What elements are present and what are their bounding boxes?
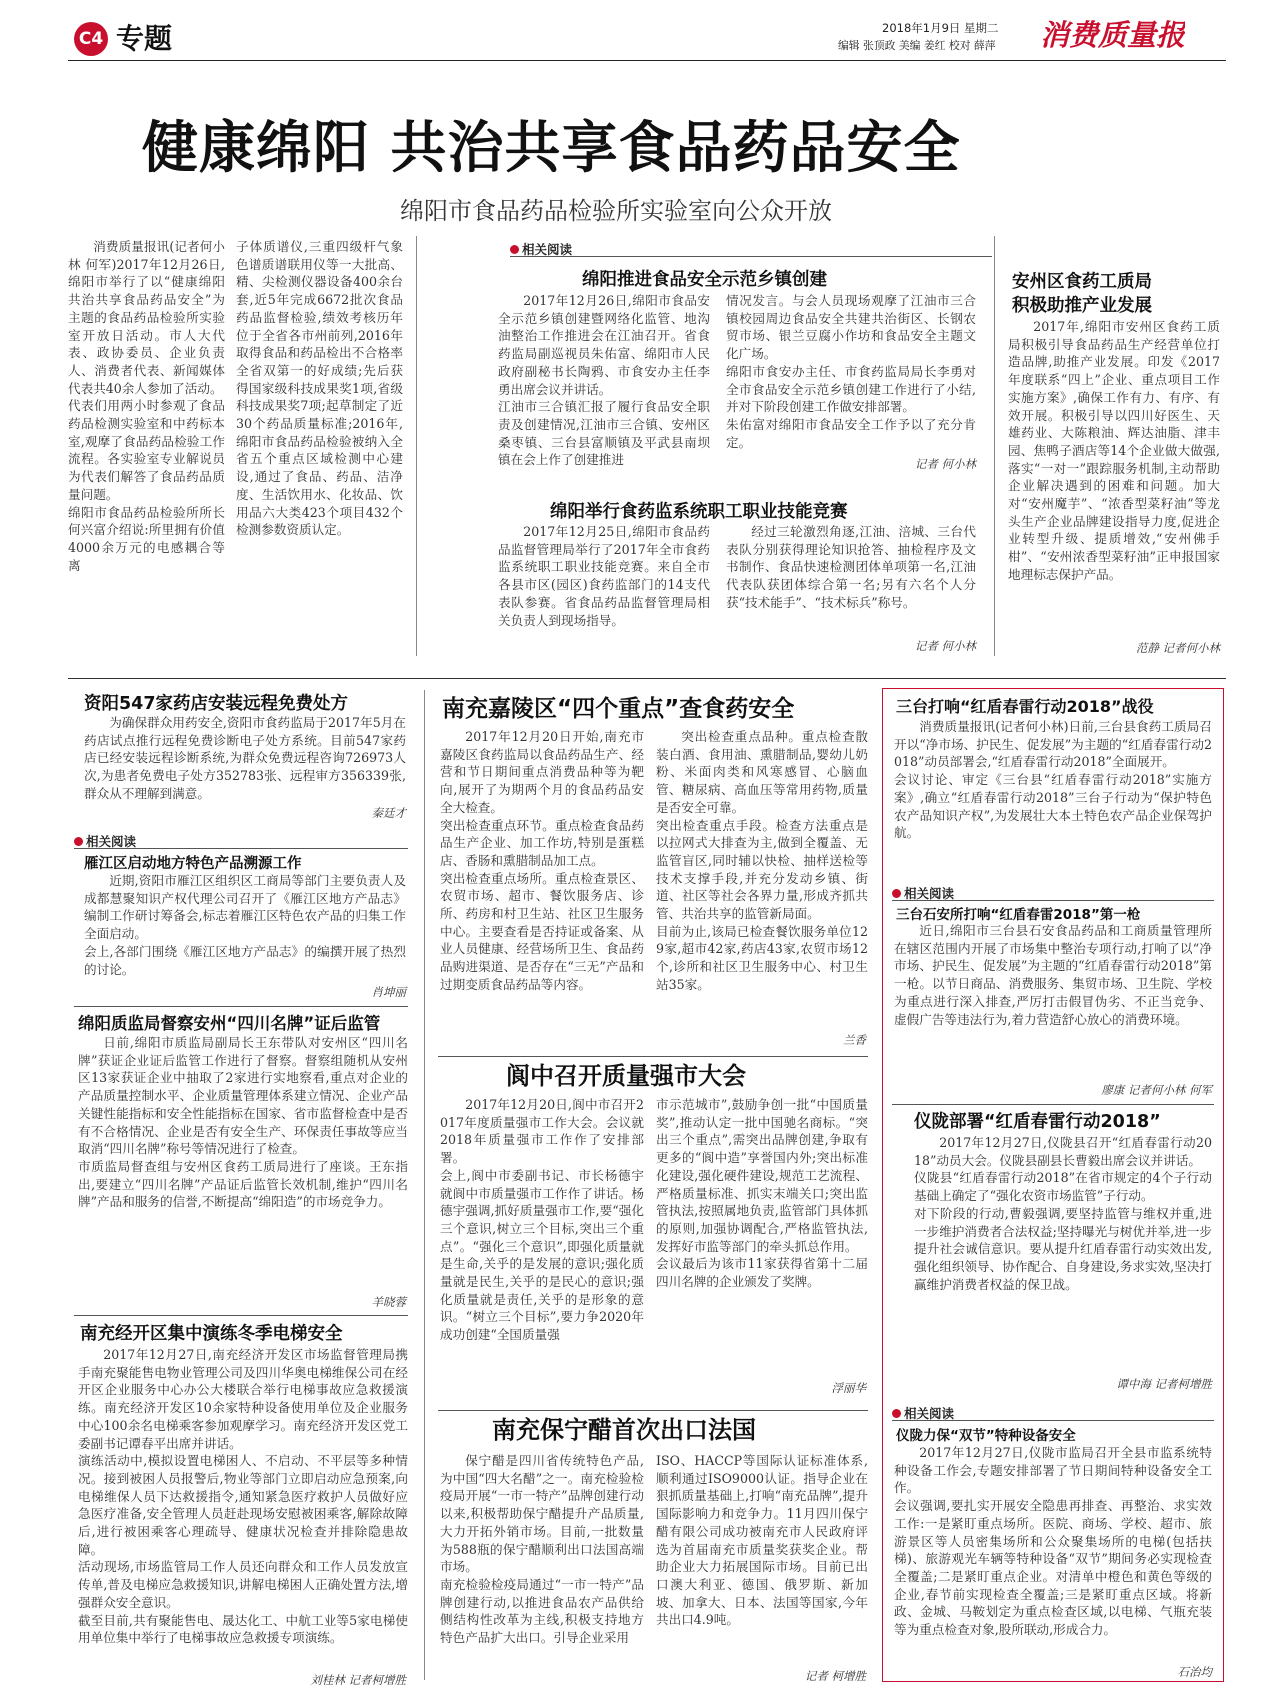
editor-line: 编辑 张顶政 美编 姜红 校对 薛萍 [838,39,996,52]
langzhong-col2: 市示范城市”,鼓励争创一批“中国质量奖”,推动认定一批中国驰名商标。“突出三个重点”,需突出品牌创建,争取有更多的“阆中造”享誉国内外;突出标准化建设,强化硬件建设,规范工艺流程、严格质量标准、抓实末端关口;突出监管执法,按照属地负责,监管部门具体抓的原则,加强协调配合,严格监管执法,发挥好市监等部门的牵头抓总作用。 会议最后为该市11家获得省第十二届四川名牌的企业颁发了奖牌。 [656,1097,868,1290]
article-rule [438,1410,868,1411]
jialing-col1: 2017年12月20日开始,南充市嘉陵区食药监局以食品药品生产、经营和节日期间重点消费品种等为靶向,展开了为期两个月的食品药品安全大检查。 突出检查重点环节。重点检查食品药品生产企业、加工作坊,特别是蛋糕店、香肠和熏腊制品加工点。 突出检查重点场所。重点检查景区、农贸市场、超市、餐饮服务店、诊所、药房和村卫生站、社区卫生服务中心。主要查看是否持证或备案、从业人员健康、经营场所卫生、食品药品购进渠道、是否存在“三无”产品和过期变质食品药品等内容。 [440,729,644,992]
santai-title: 三台打响“红盾春雷行动2018”战役 [896,697,1154,716]
related-rule-top [510,256,992,257]
anzhou-text: 2017年,绵阳市安州区食药工质局积极引导食品药品生产经营单位打造品牌,助推产业发展。印发《2017年度联系“四上”企业、重点项目工作实施方案》,确保工作有力、有序、有效开展。积极引导以四川好医生、天雄药业、大陈粮油、辉达油脂、津丰园、焦鸭子酒店等14个企业做大做强,落实“一对一”跟踪服务机制,主动帮助企业解决遇到的困难和问题。加大对“安州魔芋”、“浓香型菜籽油”等龙头生产企业品牌建设指导力度,促进企业转型升级、提质增效,“安州佛手柑”、“安州浓香型菜籽油”正申报国家地理标志保护产品。 [1008,319,1220,582]
santai-related-byline: 廖康 记者何小林 何军 [1101,1083,1212,1097]
column-divider [994,236,995,656]
yanjiang-text: 近期,资阳市雁江区组织区工商局等部门主要负责人及成都慧聚知识产权代理公司召开了《雁江区地方产品志》编制工作研讨筹备会,标志着雁江区特色农产品的归集工作全面启动。 会上,各部门围绕《雁江区地方产品志》的编撰开展了热烈的讨论。 [84,873,406,977]
santai-related-title: 三台石安所打响“红盾春雷2018”第一枪 [896,907,1141,923]
dianti-title: 南充经开区集中演练冬季电梯安全 [80,1324,343,1344]
santai-text: 消费质量报讯(记者何小林)日前,三台县食药工质局召开以“净市场、护民生、促发展”为主题的“红盾春雷行动2018”动员部署会,“红盾春雷行动2018”全面展开。 会议讨论、审定《三台县“红盾春雷行动2018”实施方案》,确立“红盾春雷行动2018”三台子行动为“保护特色农产品知识产权”,为发展壮大本土特色农产品企业保驾护航。 [894,719,1212,841]
yanjiang-title: 雁江区启动地方特色产品溯源工作 [84,856,302,872]
ziyang-text: 为确保群众用药安全,资阳市食药监局于2017年5月在药店试点推行远程免费诊断电子处方系统。目前547家药店已经安装远程诊断系统,为群众免费远程咨询726973人次,为患者免费电子处方352783张、远程审方356339张,群众从不理解到满意。 [84,715,406,801]
yilong-title: 仪陇部署“红盾春雷行动2018” [914,1112,1161,1132]
related-rule [892,900,1214,901]
sichuan-byline: 羊晓蓉 [371,1295,406,1309]
main-subtitle: 绵阳市食品药品检验所实验室向公众开放 [400,197,832,225]
sichuan-title: 绵阳质监局督察安州“四川名牌”证后监管 [78,1014,381,1033]
yilong-byline: 谭中海 记者柯增胜 [1116,1377,1212,1391]
bullet-dot-icon [74,837,83,846]
anzhou-title-2: 积极助推产业发展 [1012,296,1152,316]
santai-related-text: 近日,绵阳市三台县石安食品药品和工商质量管理所在辖区范围内开展了市场集中整治专项行动,打响了以“净市场、护民生、促发展”为主题的“红盾春雷行动2018”第一枪。以节日商品、消费服务、集贸市场、卫生院、学校为重点进行深入排查,严厉打击假冒伪劣、不正当竞争、虚假广告等违法行为,着力营造舒心放心的消费环境。 [894,923,1212,1027]
bullet-dot-icon [892,1409,901,1418]
jialing-title: 南充嘉陵区“四个重点”查食药安全 [442,696,795,722]
baoning-title: 南充保宁醋首次出口法国 [492,1416,756,1444]
shifan-title: 绵阳推进食品安全示范乡镇创建 [582,270,827,290]
related-label-yanjiang: 相关阅读 [74,832,136,850]
main-title: 健康绵阳 共治共享食品药品安全 [142,116,961,181]
jingsai-col2: 经过三轮激烈角逐,江油、涪城、三台代表队分别获得理论知识抢答、抽检程序及文书制作、食品快速检测团体单项第一名,江油代表队获团体综合第一名;另有六名个人分获“技术能手”、“技术标兵”称号。 [726,524,976,610]
langzhong-byline: 浮丽华 [831,1381,866,1395]
jingsai-title: 绵阳举行食药监系统职工职业技能竞赛 [550,502,848,522]
sichuan-text: 日前,绵阳市质监局副局长王东带队对安州区“四川名牌”获证企业证后监管工作进行了督察。督察组随机从安州区13家获证企业中抽取了2家进行实地察看,重点对企业的产品质量控制水平、企业质量管理体系建立情况、企业产品关键性能指标和安全性能指标在国家、省市监督检查中是否有不合格情况、企业是否有安全生产、环保责任事故等应当取消“四川名牌”称号等情况进行了检查。 市质监局督查组与安州区食药工质局进行了座谈。王东指出,要建立“四川名牌”产品证后监管长效机制,维护“四川名牌”产品和服务的信誉,不断提高“绵阳造”的市场竞争力。 [78,1035,408,1210]
related-rule [892,1420,1214,1421]
column-divider [416,236,417,656]
ziyang-title: 资阳547家药店安装远程免费处方 [84,694,349,714]
langzhong-title: 阆中召开质量强市大会 [506,1062,746,1090]
main-story-col2: 子体质谱仪,三重四级杆气象色谱质谱联用仪等一大批高、精、尖检测仪器设备400余台套,近5年完成6672批次食品药品监督检验,绩效考核历年位于全省各市州前列,2016年取得食品和药品检出不合格率全省双第一的好成绩;先后获得国家级科技成果奖1项,省级科技成果奖7项;起草制定了近30个药品质量标准;2016年,绵阳市食品药品检验被纳入全省五个重点区域检测中心建设,通过了食品、药品、洁净度、生活饮用水、化妆品、饮用品六大类423个项目432个检测参数资质认定。 [236,239,403,538]
main-story-col1: 消费质量报讯(记者何小林 何军)2017年12月26日,绵阳市举行了以“健康绵阳 共治共享食品药品安全”为主题的食品药品检验所实验室开放日活动。市人大代表、政协委员、企业负责人、消费者代表、新闻媒体代表共40余人参加了活动。 代表们用两小时参观了食品药品检测实验室和中药标本室,观摩了食品药品检验工作流程。各实验室专业解说员为代表们解答了食品药品质量问题。 绵阳市食品药品检验所所长何兴富介绍说:所里拥有价值4000余万元的电感耦合等离 [68,239,225,573]
baoning-col2: ISO、HACCP等国际认证标准体系,顺利通过ISO9000认证。指导企业在狠抓质量基础上,打响“南充品牌”,提升国际影响力和竞争力。11月四川保宁醋有限公司成功被南充市人民政府评选为首届南充市质量奖获奖企业。帮助企业大力拓展国际市场。目前已出口澳大利亚、德国、俄罗斯、新加坡、加拿大、日本、法国等国家,今年共出口4.9吨。 [656,1453,868,1628]
baoning-byline: 记者 柯增胜 [804,1669,866,1683]
section-rule [68,678,1226,679]
shifan-col1: 2017年12月26日,绵阳市食品安全示范乡镇创建暨网络化监管、地沟油整治工作推进会在江油召开。省食药监局副巡视员朱佑富、绵阳市人民政府副秘书长陶鸦、市食安办主任李勇出席会议并讲话。 江油市三合镇汇报了履行食品安全职责及创建情况,江油市三合镇、安州区桑枣镇、三台县富顺镇及平武县南坝镇在会上作了创建推进 [498,293,710,468]
shifan-byline: 记者 何小林 [914,457,976,471]
jialing-col2: 突出检查重点品种。重点检查散装白酒、食用油、熏腊制品,婴幼儿奶粉、米面肉类和风寒感冒、心脑血管、糖尿病、高血压等常用药物,质量是否安全可靠。 突出检查重点手段。检查方法重点是以拉网式大排查为主,做到全覆盖、无监管盲区,同时辅以快检、抽样送检等技术支撑手段,并充分发动乡镇、街道、社区等社会各界力量,形成齐抓共管、共治共享的监管新局面。 目前为止,该局已检查餐饮服务单位129家,超市42家,药店43家,农贸市场12个,诊所和社区卫生服务中心、村卫生站35家。 [656,729,868,992]
section-name: 专题 [116,22,173,55]
dianti-text: 2017年12月27日,南充经济开发区市场监督管理局携手南充聚能售电物业管理公司及四川华奥电梯维保公司在经开区企业服务中心办公大楼联合举行电梯事故应急救援演练。南充经济开发区10余家特种设备使用单位及企业服务中心100余名电梯乘客参加观摩学习。南充经济开发区党工委副书记谭春平出席并讲话。 演练活动中,模拟设置电梯困人、不启动、不平层等多种情况。接到被困人员报警后,物业等部门立即启动应急预案,向电梯维保人员下达救援指令,通知紧急医疗救护人员做好应急医疗准备,安全管理人员赶赴现场安慰被困乘客,解除故障后,进行被困乘客心理疏导、健康状况检查并排除隐患故障。 活动现场,市场监管局工作人员还向群众和工作人员发放宣传单,普及电梯应急救援知识,讲解电梯困人正确处置方法,增强群众安全意识。 截至目前,共有聚能售电、晟达化工、中航工业等5家电梯使用单位集中举行了电梯事故应急救援专项演练。 [78,1347,408,1646]
related-label-top: 相关阅读 [510,240,572,258]
anzhou-title-1: 安州区食药工质局 [1012,272,1152,292]
masthead-rule [68,60,1226,61]
column-divider [424,690,425,1680]
article-rule [438,1056,868,1057]
langzhong-col1: 2017年12月20日,阆中市召开2017年度质量强市工作大会。会议就2018年质量强市工作作了安排部署。 会上,阆中市委副书记、市长杨德宇就阆中市质量强市工作作了讲话。杨德宇强调,抓好质量强市工作,要“强化三个意识,树立三个目标,突出三个重点”。“强化三个意识”,即强化质量就是生命,关乎的是发展的意识;强化质量就是民生,关乎的是民心的意识;强化质量就是责任,关乎的是形象的意识。“树立三个目标”,要力争2020年成功创建“全国质量强 [440,1097,644,1343]
related-label-santai: 相关阅读 [892,884,954,902]
bullet-dot-icon [510,245,519,254]
yilong-related-title: 仪陇力保“双节”特种设备安全 [896,1428,1076,1444]
jialing-byline: 兰香 [843,1033,866,1047]
baoning-col1: 保宁醋是四川省传统特色产品,为中国“四大名醋”之一。南充检验检疫局开展“一市一特产”品牌创建行动以来,积极帮助保宁醋提升产品质量,大力开拓外销市场。目前,一批数量为588瓶的保宁醋顺利出口法国高端市场。 南充检验检疫局通过“一市一特产”品牌创建行动,以推进食品农产品供给侧结构性改革为主线,积极支持地方特色产品扩大出口。引导企业采用 [440,1453,644,1646]
article-rule [892,1104,1214,1105]
bullet-dot-icon [892,889,901,898]
article-rule [74,1006,408,1007]
date-line: 2018年1月9日 星期二 [882,21,999,35]
paper-name: 消费质量报 [1040,18,1186,52]
yilong-related-byline: 石治均 [1177,1665,1212,1679]
ziyang-byline: 秦廷才 [371,806,406,820]
jingsai-col1: 2017年12月25日,绵阳市食品药品监督管理局举行了2017年全市食药监系统职工职业技能竞赛。来自全市各县市区(园区)食药监部门的14支代表队参赛。省食品药品监督管理局相关负责人到现场指导。 [498,524,710,628]
shifan-col2: 情况发言。与会人员现场观摩了江油市三合镇校园周边食品安全共建共治街区、长钢农贸市场、银兰豆腐小作坊和食品安全主题文化广场。 绵阳市食安办主任、市食药监局局长李勇对全市食品安全示范乡镇创建工作进行了小结,并对下阶段创建工作做安排部署。 朱佑富对绵阳市食品安全工作予以了充分肯定。 [726,293,976,450]
yilong-text: 2017年12月27日,仪陇县召开“红盾春雷行动2018”动员大会。仪陇县副县长曹毅出席会议并讲话。 仪陇县“红盾春雷行动2018”在省市规定的4个子行动基础上确定了“强化农资市场监管”子行动。 对下阶段的行动,曹毅强调,要坚持监管与维权并重,进一步维护消费者合法权益;坚持曝光与树优并举,进一步提升社会诚信意识。要从提升红盾春雷行动实效出发,强化组织领导、协作配合、自身建设,务求实效,坚决打赢维护消费者权益的保卫战。 [914,1135,1212,1292]
jingsai-byline: 记者 何小林 [914,639,976,653]
page-number-badge: C4 [74,22,108,56]
yilong-related-text: 2017年12月27日,仪陇市监局召开全县市监系统特种设备工作会,专题安排部署了节日期间特种设备安全工作。 会议强调,要扎实开展安全隐患再排查、再整治、求实效工作:一是紧盯重点场所。医院、商场、学校、超市、旅游景区等人员密集场所和公众聚集场所的电梯(包括扶梯)、旅游观光车辆等特种设备“双节”期间务必实现检查全覆盖;二是紧盯重点企业。对清单中橙色和黄色等级的企业,春节前实现检查全覆盖;三是紧盯重点区域。将新政、金城、马鞍划定为重点检查区域,以电梯、气瓶充装等为重点检查对象,股所联动,形成合力。 [894,1445,1212,1638]
dianti-byline: 刘桂林 记者柯增胜 [310,1673,406,1687]
related-rule [74,848,408,849]
related-label-yilong: 相关阅读 [892,1404,954,1422]
anzhou-byline: 范静 记者何小林 [1135,641,1220,655]
yanjiang-byline: 肖坤丽 [371,985,406,999]
article-rule [74,1315,408,1316]
